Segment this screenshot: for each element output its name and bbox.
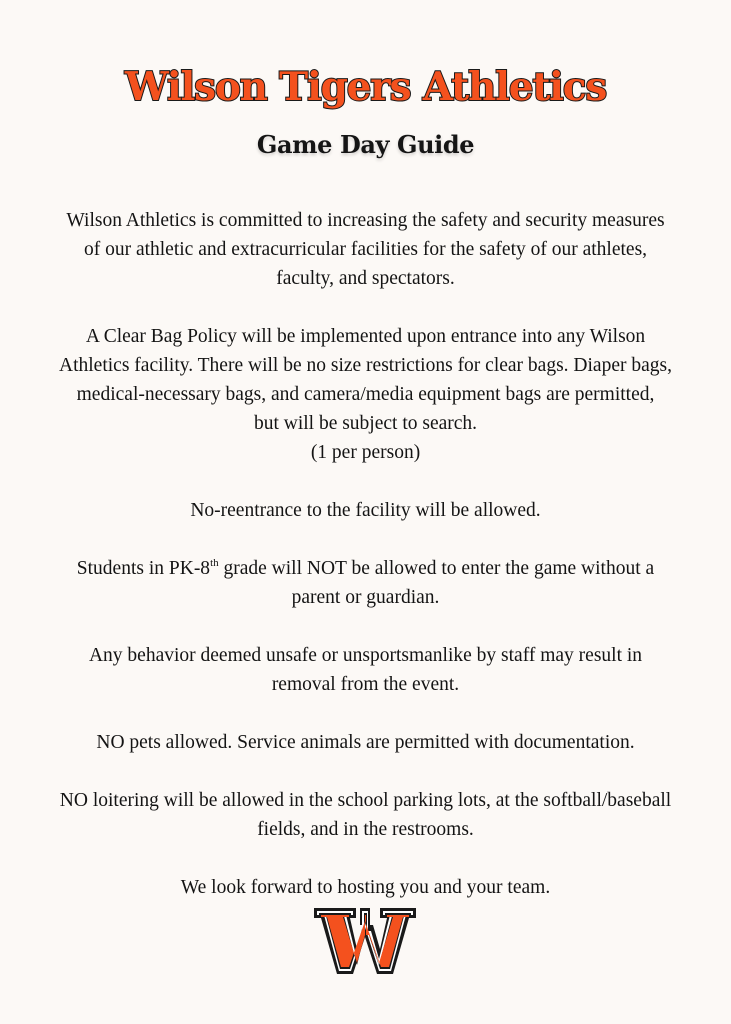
text-line: No-reentrance to the facility will be allowed.: [190, 500, 541, 521]
reentrance-paragraph: [0, 496, 731, 525]
ordinal-superscript: th: [210, 557, 219, 569]
text-line: Any behavior deemed unsafe or unsportsmanlike by staff may result in: [88, 645, 643, 666]
text-line: medical-necessary bags, and camera/media equipment bags are permitted,: [76, 384, 655, 405]
bag-limit-note: (1 per person): [310, 442, 421, 463]
text-line: faculty, and spectators.: [276, 268, 455, 289]
text-line: [0, 554, 731, 583]
intro-paragraph: [0, 206, 731, 293]
text-line: fields, and in the restrooms.: [257, 819, 474, 840]
students-paragraph: [0, 554, 731, 612]
behavior-paragraph: [0, 641, 731, 699]
closing-paragraph: [0, 873, 731, 902]
policy-body: [0, 206, 731, 931]
collegiate-w-logo-icon: [313, 907, 417, 975]
text-line: We look forward to hosting you and your team.: [180, 877, 551, 898]
page-title: Wilson Tigers Athletics: [124, 64, 607, 110]
text-line: but will be subject to search.: [253, 413, 478, 434]
text-line: Wilson Athletics is committed to increasing the safety and security measures: [66, 210, 665, 231]
text-line: NO pets allowed. Service animals are permitted with documentation.: [96, 732, 635, 753]
students-prefix: Students in PK-8: [76, 558, 211, 579]
pets-paragraph: [0, 728, 731, 757]
text-line: removal from the event.: [271, 674, 460, 695]
text-line: parent or guardian.: [291, 587, 440, 608]
text-line: NO loitering will be allowed in the school parking lots, at the softball/baseball: [59, 790, 672, 811]
text-line: Athletics facility. There will be no size restrictions for clear bags. Diaper bags,: [59, 355, 672, 376]
text-line: of our athletic and extracurricular facilities for the safety of our athletes,: [83, 239, 648, 260]
text-line: A Clear Bag Policy will be implemented upon entrance into any Wilson: [85, 326, 646, 347]
loitering-paragraph: [0, 786, 731, 844]
clear-bag-policy-paragraph: [0, 322, 731, 467]
students-suffix: grade will NOT be allowed to enter the game without a: [218, 558, 655, 579]
page-subtitle: Game Day Guide: [256, 130, 475, 159]
